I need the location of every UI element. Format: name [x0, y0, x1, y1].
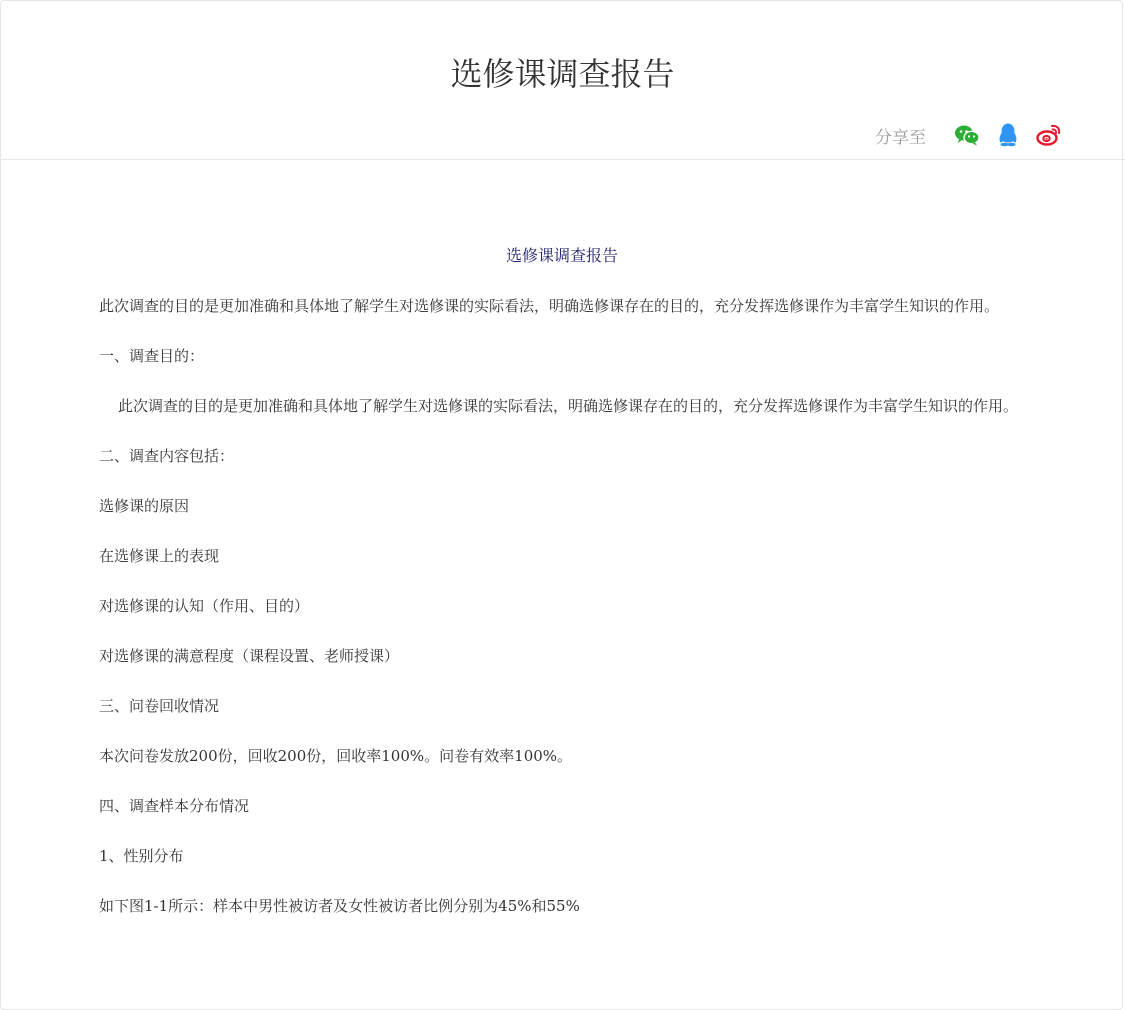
article-header [0, 0, 1125, 160]
list-item: 对选修课的满意程度（课程设置、老师授课） [99, 647, 400, 665]
section-4-sub-body: 如下图1-1所示：样本中男性被访者及女性被访者比例分别为45%和55% [99, 897, 580, 915]
section-2-heading: 二、调查内容包括： [99, 447, 235, 465]
list-item: 在选修课上的表现 [99, 547, 220, 565]
share-label: 分享至 [875, 127, 926, 148]
section-3-body: 本次问卷发放200份，回收200份，回收率100%。问卷有效率100%。 [99, 747, 573, 765]
page-title: 选修课调查报告 [450, 55, 675, 93]
section-3-heading: 三、问卷回收情况 [99, 697, 220, 715]
qq-icon[interactable] [994, 121, 1022, 149]
intro-paragraph: 此次调查的目的是更加准确和具体地了解学生对选修课的实际看法，明确选修课存在的目的，充分发挥选修课作为丰富学生知识的作用。 [99, 297, 1000, 315]
list-item: 选修课的原因 [99, 497, 190, 515]
section-4-subheading: 1、性别分布 [99, 847, 184, 865]
weibo-icon[interactable] [1035, 121, 1063, 149]
wechat-icon[interactable] [953, 121, 981, 149]
list-item: 对选修课的认知（作用、目的） [99, 597, 310, 615]
section-1-body: 此次调查的目的是更加准确和具体地了解学生对选修课的实际看法，明确选修课存在的目的，充分发挥选修课作为丰富学生知识的作用。 [118, 397, 1019, 415]
article-title: 选修课调查报告 [505, 246, 618, 265]
share-bar [875, 120, 1063, 150]
article-body [64, 236, 1060, 926]
section-4-heading: 四、调查样本分布情况 [99, 797, 250, 815]
section-1-heading: 一、调查目的： [99, 347, 205, 365]
